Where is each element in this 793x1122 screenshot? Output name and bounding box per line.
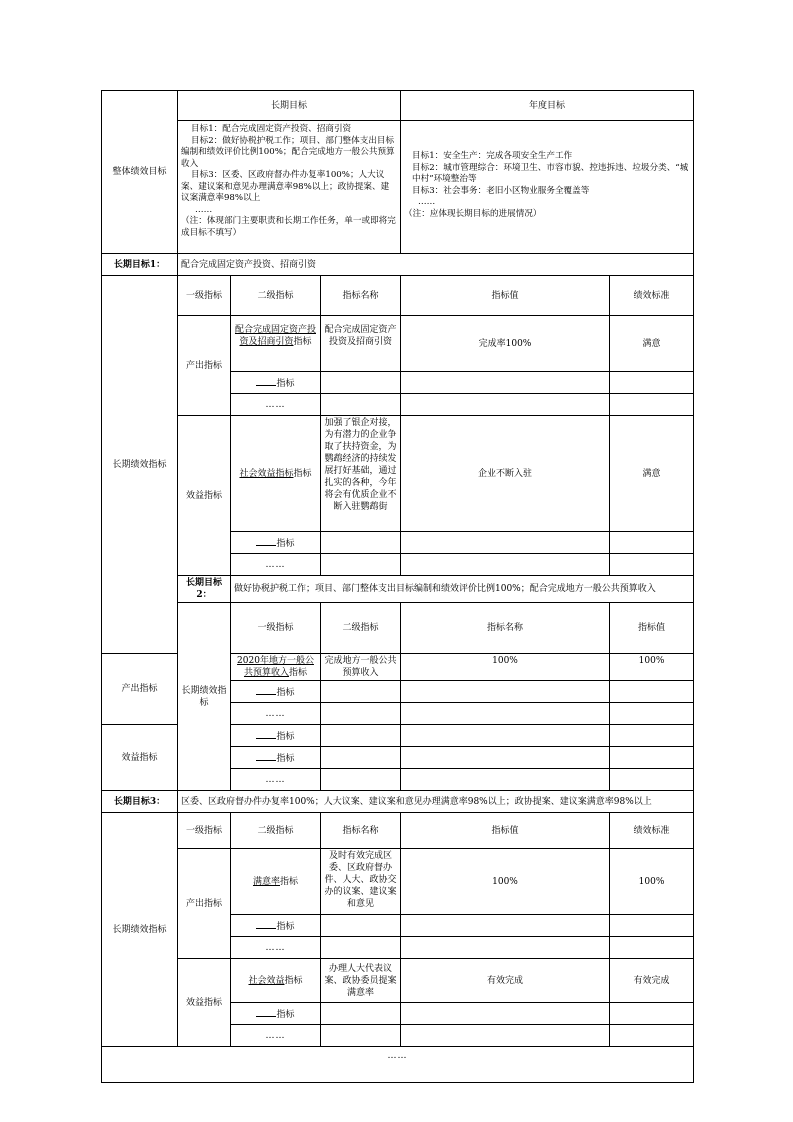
goal2-label: 长期目标2： — [178, 576, 231, 603]
goal1-benefit-blank-indicator — [231, 532, 321, 554]
suffix: 指标 — [276, 378, 295, 389]
empty-cell — [610, 915, 694, 937]
goal1-output-value: 完成率100% — [401, 316, 610, 372]
goal3-benefit-standard: 有效完成 — [610, 959, 694, 1003]
goal2-output-l2-text: 2020年地方一般公共预算收入 — [237, 656, 314, 678]
empty-cell — [321, 937, 401, 959]
suffix: 指标 — [293, 468, 312, 479]
empty-cell — [401, 1003, 610, 1025]
goal1-label: 长期目标1： — [102, 254, 178, 276]
overall-goals-table — [101, 90, 694, 254]
empty-cell — [401, 725, 610, 747]
empty-cell — [321, 747, 401, 769]
goal3-output-value: 100% — [401, 849, 610, 915]
goal1-benefit-name: 加强了银企对接，为有潜力的企业争取了扶持资金，为鹦鹉经济的持续发展打好基础，通过扎实的各种，今年将会有优质企业不断入驻鹦鹉街 — [321, 416, 401, 532]
goal2-benefit-blank-indicator-2 — [231, 747, 321, 769]
goal1-output-standard: 满意 — [610, 316, 694, 372]
annual-goal-line-3: 目标3：社会事务：老旧小区物业服务全覆盖等 — [412, 185, 590, 196]
goal2-output-ellipsis: …… — [231, 703, 321, 725]
goal1-benefit-ellipsis: …… — [231, 554, 321, 576]
suffix: 指标 — [293, 337, 312, 347]
empty-cell — [610, 554, 694, 576]
long-goal-note: （注：体现部门主要职责和长期工作任务，单一或即将完成目标不填写） — [181, 216, 396, 238]
goal1-output-blank-indicator — [231, 372, 321, 394]
empty-cell — [610, 372, 694, 394]
annual-goal-line-1: 目标1：安全生产：完成各项安全生产工作 — [412, 151, 573, 161]
suffix: 指标 — [289, 668, 308, 678]
goal2-output-value: 100% — [401, 654, 610, 681]
goal1-benefit-standard: 满意 — [610, 416, 694, 532]
indicator-value-header: 指标值 — [610, 603, 694, 654]
empty-cell — [321, 681, 401, 703]
empty-cell — [401, 681, 610, 703]
goal3-benefit-ellipsis: …… — [231, 1025, 321, 1047]
empty-cell — [321, 1003, 401, 1025]
goal1-output-label: 产出指标 — [178, 316, 231, 416]
goal3-benefit-label: 效益指标 — [178, 959, 231, 1047]
suffix: 指标 — [276, 538, 295, 549]
empty-cell — [610, 1003, 694, 1025]
goal1-benefit-l2-text: 社会效益指标 — [239, 468, 294, 479]
empty-cell — [610, 937, 694, 959]
empty-cell — [401, 554, 610, 576]
goal2-output-standard: 100% — [610, 654, 694, 681]
empty-cell — [321, 915, 401, 937]
empty-cell — [321, 703, 401, 725]
suffix: 指标 — [280, 876, 299, 887]
standard-header: 绩效标准 — [610, 813, 694, 849]
goal3-output-standard: 100% — [610, 849, 694, 915]
empty-cell — [610, 769, 694, 791]
empty-cell — [610, 725, 694, 747]
indicator-name-header: 指标名称 — [321, 813, 401, 849]
goal1-output-l2-text: 配合完成固定资产投资及招商引资 — [234, 325, 316, 347]
empty-cell — [401, 394, 610, 416]
blank-line — [256, 1007, 276, 1017]
goal3-text: 区委、区政府督办件办复率100%；人大议案、建议案和意见办理满意率98%以上；政协提案、建议案满意率98%以上 — [178, 791, 694, 813]
goal3-benefit-blank-indicator — [231, 1003, 321, 1025]
annual-goal-header: 年度目标 — [401, 91, 694, 121]
level1-header: 一级指标 — [178, 813, 231, 849]
empty-cell — [321, 1025, 401, 1047]
suffix: 指标 — [276, 687, 295, 698]
suffix: 指标 — [276, 731, 295, 742]
annual-goal-line-2: 目标2：城市管理综合：环境卫生、市容市貌、控违拆违、垃圾分类、“城中村”环境整治等 — [412, 162, 689, 184]
empty-cell — [401, 532, 610, 554]
blank-line — [256, 376, 276, 386]
goal3-output-blank-indicator — [231, 915, 321, 937]
empty-cell — [610, 747, 694, 769]
indicator-table — [101, 253, 694, 1083]
footer-ellipsis: …… — [102, 1047, 694, 1083]
suffix: 指标 — [276, 753, 295, 764]
empty-cell — [401, 937, 610, 959]
level2-header: 二级指标 — [231, 813, 321, 849]
goal3-label: 长期目标3： — [102, 791, 178, 813]
indicator-value-header: 指标值 — [401, 813, 610, 849]
goal3-benefit-l2-text: 社会效益 — [248, 975, 285, 986]
goal1-output-name: 配合完成固定资产投资及招商引资 — [321, 316, 401, 372]
blank-line — [256, 919, 276, 929]
goal3-benefit-value: 有效完成 — [401, 959, 610, 1003]
level2-header: 二级指标 — [321, 603, 401, 654]
empty-cell — [321, 554, 401, 576]
indicator-name-header: 指标名称 — [321, 276, 401, 316]
goal3-benefit-l2 — [231, 959, 321, 1003]
long-term-goal-text — [178, 121, 401, 254]
goal2-benefit-ellipsis: …… — [231, 769, 321, 791]
overall-goal-label: 整体绩效目标 — [102, 91, 178, 254]
standard-header: 绩效标准 — [610, 276, 694, 316]
goal2-output-blank-indicator — [231, 681, 321, 703]
empty-cell — [401, 747, 610, 769]
goal1-output-l2 — [231, 316, 321, 372]
empty-cell — [401, 769, 610, 791]
annual-goal-ellipsis: …… — [418, 197, 436, 207]
long-goal-ellipsis: …… — [195, 204, 213, 215]
goal3-output-name: 及时有效完成区委、区政府督办件、人大、政协交办的议案、建议案和意见 — [321, 849, 401, 915]
level2-header: 二级指标 — [231, 276, 321, 316]
goal1-perf-label: 长期绩效指标 — [102, 276, 178, 654]
empty-cell — [401, 703, 610, 725]
annual-goal-note: （注：应体现长期目标的进展情况） — [404, 208, 542, 219]
empty-cell — [610, 532, 694, 554]
empty-cell — [321, 725, 401, 747]
goal2-output-name: 完成地方一般公共预算收入 — [321, 654, 401, 681]
empty-cell — [321, 532, 401, 554]
goal2-output-label: 产出指标 — [102, 654, 178, 725]
goal3-perf-label: 长期绩效指标 — [102, 813, 178, 1047]
empty-cell — [401, 915, 610, 937]
goal2-text: 做好协税护税工作；项目、部门整体支出目标编制和绩效评价比例100%；配合完成地方一般公共预算收入 — [231, 576, 694, 603]
goal3-output-ellipsis: …… — [231, 937, 321, 959]
empty-cell — [610, 394, 694, 416]
empty-cell — [321, 769, 401, 791]
goal3-output-label: 产出指标 — [178, 849, 231, 959]
blank-line — [256, 751, 276, 761]
goal3-output-l2-text: 满意率 — [252, 876, 280, 887]
empty-cell — [401, 372, 610, 394]
long-goal-line-3: 目标3：区委、区政府督办件办复率100%；人大议案、建议案和意见办理满意率98%以上；政协提案、建议案满意率98%以上 — [181, 170, 390, 203]
level1-header: 一级指标 — [178, 276, 231, 316]
suffix: 指标 — [276, 1009, 295, 1020]
goal3-output-l2 — [231, 849, 321, 915]
suffix: 指标 — [276, 921, 295, 932]
goal1-benefit-label: 效益指标 — [178, 416, 231, 576]
blank-line — [256, 536, 276, 546]
long-term-goal-header: 长期目标 — [178, 91, 401, 121]
goal1-text: 配合完成固定资产投资、招商引资 — [178, 254, 694, 276]
goal2-benefit-blank-indicator-1 — [231, 725, 321, 747]
goal1-benefit-l2 — [231, 416, 321, 532]
goal2-output-l2 — [231, 654, 321, 681]
empty-cell — [610, 703, 694, 725]
blank-line — [256, 685, 276, 695]
indicator-name-header: 指标名称 — [401, 603, 610, 654]
empty-cell — [321, 394, 401, 416]
level1-header: 一级指标 — [231, 603, 321, 654]
goal3-benefit-name: 办理人大代表议案、政协委员提案满意率 — [321, 959, 401, 1003]
empty-cell — [321, 372, 401, 394]
empty-cell — [401, 1025, 610, 1047]
empty-cell — [610, 1025, 694, 1047]
long-goal-line-1: 目标1：配合完成固定资产投资、招商引资 — [191, 124, 352, 134]
goal1-output-ellipsis: …… — [231, 394, 321, 416]
empty-cell — [610, 681, 694, 703]
suffix: 指标 — [284, 975, 303, 986]
goal1-benefit-value: 企业不断入驻 — [401, 416, 610, 532]
annual-goal-text — [401, 121, 694, 254]
long-goal-line-2: 目标2：做好协税护税工作；项目、部门整体支出目标编制和绩效评价比例100%；配合完成地方一般公共预算收入 — [181, 135, 395, 169]
goal2-benefit-label: 效益指标 — [102, 725, 178, 791]
blank-line — [256, 729, 276, 739]
goal2-perf-label: 长期绩效指标 — [178, 603, 231, 791]
indicator-value-header: 指标值 — [401, 276, 610, 316]
